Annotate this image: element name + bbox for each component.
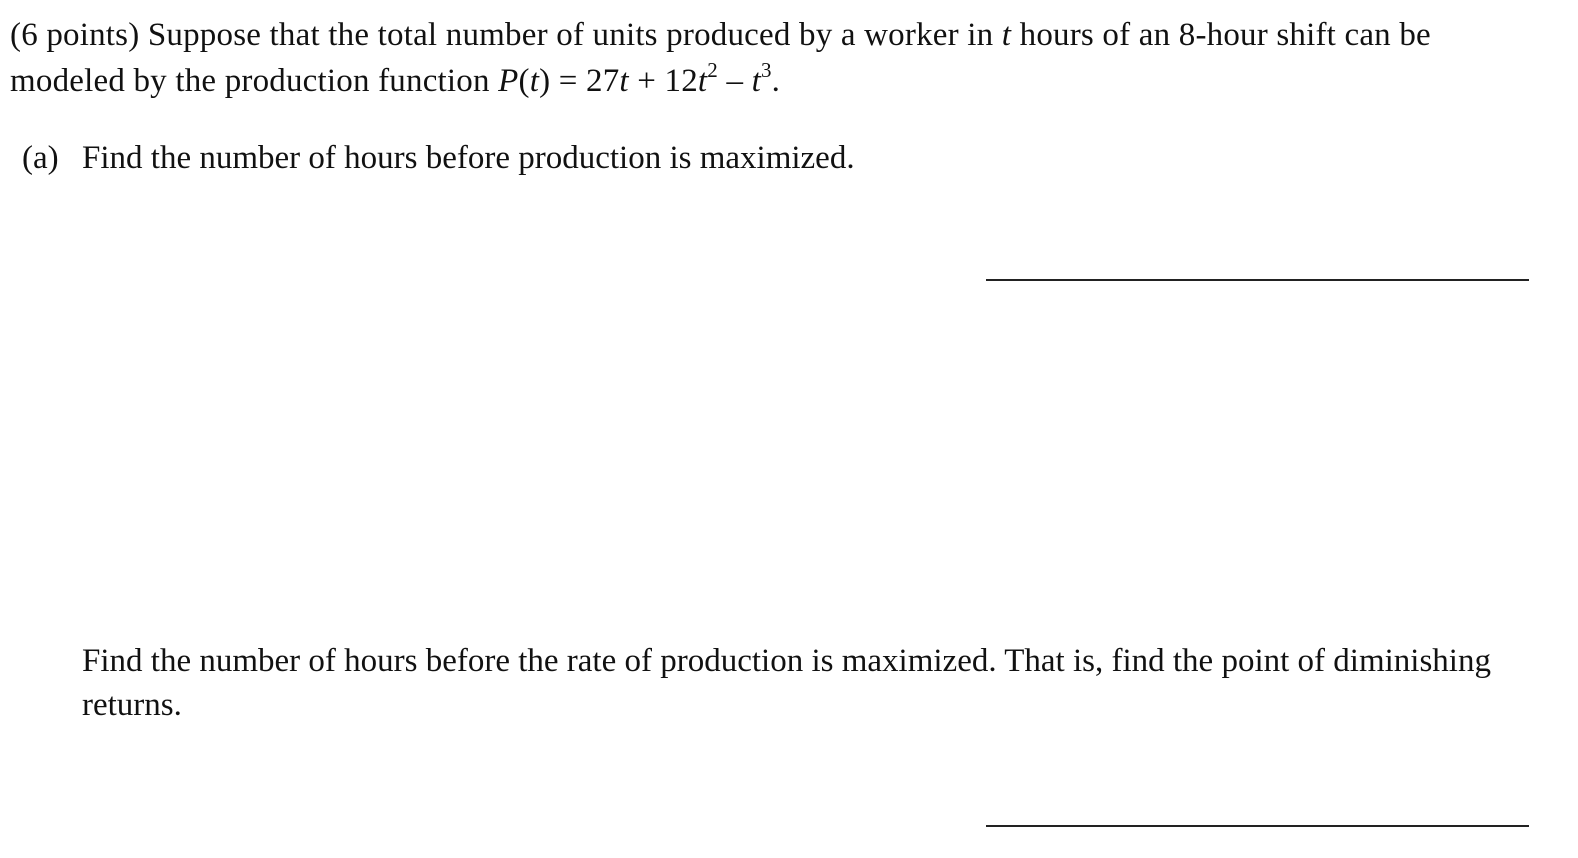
problem-intro-text-2: hours of an 8-hour shift can be modeled by the production function: [10, 17, 1431, 99]
part-b-label: [22, 639, 82, 683]
part-b-block: [22, 639, 1532, 727]
part-a-question: Find the number of hours before production is maximized.: [82, 140, 855, 176]
formula-function-name: P: [498, 63, 519, 99]
formula-period: .: [771, 63, 781, 99]
formula-term-1: = 27: [558, 63, 620, 99]
part-b-question: Find the number of hours before the rate of production is maximized. That is, find the point of diminishing returns.: [82, 643, 1491, 723]
production-formula: $P(t) = 27t + 12t^2 - t^3$.: [498, 58, 781, 99]
problem-intro-text: (6 points) Suppose that the total number of units produced by a worker in: [10, 17, 994, 53]
formula-minus: –: [726, 63, 744, 99]
formula-exponent-3: 3: [760, 58, 772, 82]
formula-var-1: t: [619, 63, 629, 99]
variable-t: t: [1001, 17, 1012, 53]
formula-exponent-2: 2: [707, 58, 718, 82]
part-a-label: (a): [22, 140, 59, 176]
answer-line-a[interactable]: [986, 279, 1529, 281]
answer-line-b[interactable]: [986, 825, 1529, 827]
part-a: [22, 136, 1542, 180]
formula-argument: t: [529, 63, 540, 99]
formula-var-3: t: [751, 63, 761, 99]
part-b: [22, 639, 1532, 727]
problem-statement: [10, 12, 1550, 104]
formula-term-2: + 12: [637, 63, 698, 99]
formula-var-2: t: [697, 63, 708, 99]
